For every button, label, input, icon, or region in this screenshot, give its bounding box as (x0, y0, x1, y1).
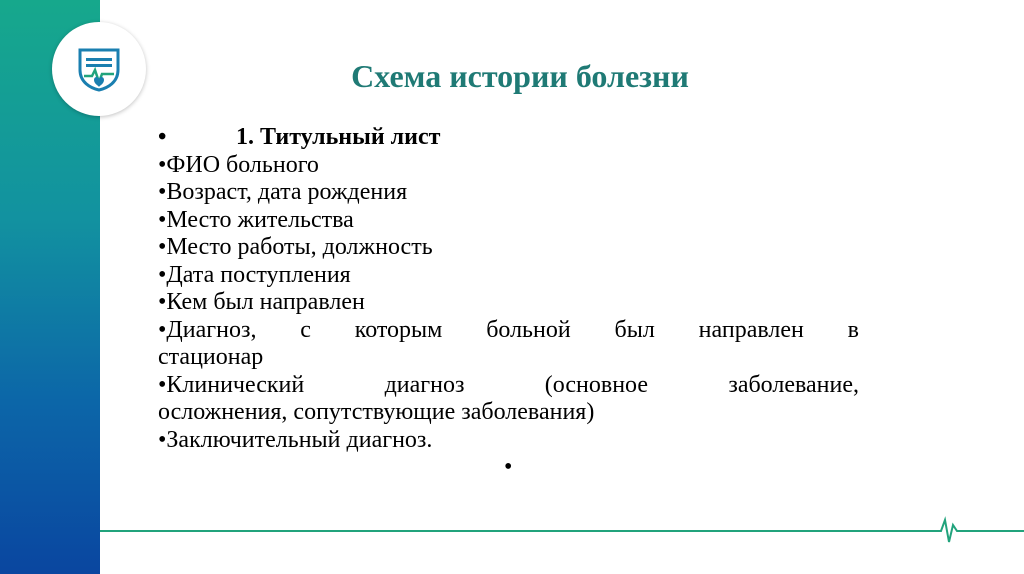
list-item: •Заключительный диагноз. (158, 426, 433, 453)
slide-title: Схема истории болезни (351, 58, 689, 94)
list-item: •Диагноз, с которым больной был направлен в (158, 316, 859, 343)
empty-bullet: • (504, 454, 513, 480)
list-item: •Клинический диагноз (основное заболевание, (158, 371, 859, 398)
list-item: •Кем был направлен (158, 289, 365, 315)
list-item-continuation: осложнения, сопутствующие заболевания) (158, 399, 595, 425)
list-item: •Дата поступления (158, 261, 351, 288)
college-logo (52, 22, 146, 116)
list-item: •ФИО больного (158, 151, 319, 178)
list-item: •Возраст, дата рождения (158, 179, 408, 205)
medical-college-logo-icon (74, 46, 124, 92)
section-heading-text: 1. Титульный лист (236, 124, 441, 150)
heartbeat-line-icon (100, 516, 1024, 546)
slide-content (158, 124, 859, 482)
section-heading (158, 124, 859, 152)
list-item: •Место жительства (158, 206, 354, 233)
bullet: • (158, 124, 167, 150)
list-item-continuation: стационар (158, 344, 264, 370)
list-item: •Место работы, должность (158, 234, 433, 260)
